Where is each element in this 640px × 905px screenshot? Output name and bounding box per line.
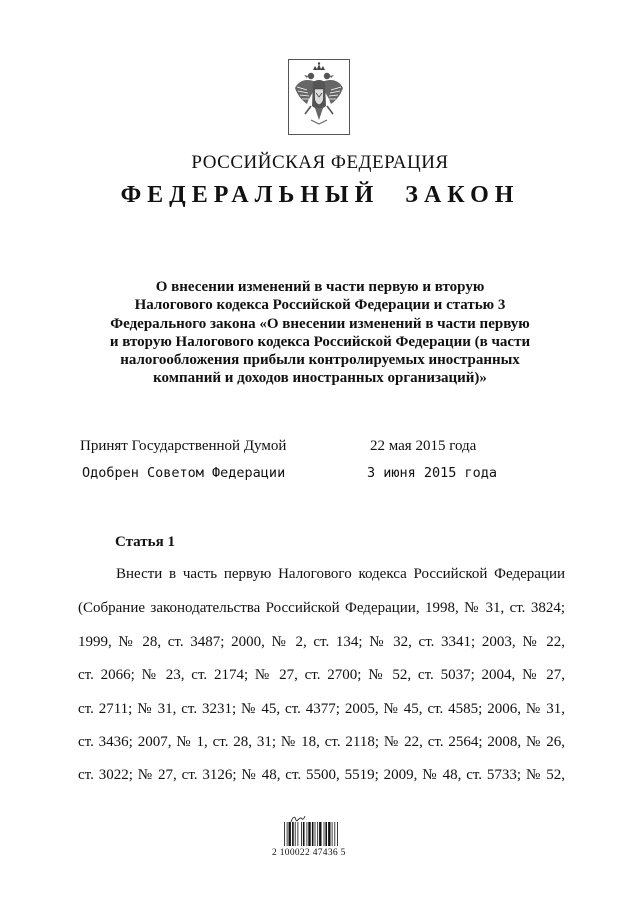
- law-title: [90, 278, 550, 388]
- barcode-bar: [284, 822, 285, 846]
- council-date: 3 июня 2015 года: [367, 465, 498, 481]
- barcode-bar: [301, 822, 302, 846]
- barcode-icon: [283, 822, 355, 846]
- law-title-line: и вторую Налогового кодекса Российской Федерации (в части: [109, 333, 531, 350]
- barcode-bar: [298, 822, 299, 846]
- duma-date: 22 мая 2015 года: [370, 438, 477, 454]
- law-title-line: Федерального закона «О внесении изменений в части первую: [110, 315, 530, 332]
- article-text-line: ст. 2066; № 23, ст. 2174; № 27, ст. 2700; № 52, ст. 5037; 2004, № 27,: [78, 667, 565, 683]
- article-text-line: 1999, № 28, ст. 3487; 2000, № 2, ст. 134; № 32, ст. 3341; 2003, № 22,: [78, 634, 565, 650]
- barcode-bar: [315, 822, 316, 846]
- barcode-bar: [337, 822, 338, 846]
- barcode-bar: [289, 822, 291, 846]
- barcode-bar: [312, 822, 314, 846]
- barcode-bar: [308, 822, 310, 846]
- article-text-line: Внести в часть первую Налогового кодекса Российской Федерации: [116, 566, 565, 582]
- law-title-line: компаний и доходов иностранных организаций)»: [153, 370, 487, 387]
- article-text-line: ст. 3436; 2007, № 1, ст. 28, 31; № 18, ст. 2118; № 22, ст. 2564; 2008, № 26,: [78, 734, 565, 750]
- signature-mark-icon: [290, 811, 306, 821]
- article-heading: Статья 1: [115, 534, 175, 550]
- barcode-bar: [324, 822, 325, 846]
- article-text-line: ст. 3022; № 27, ст. 3126; № 48, ст. 5500, 5519; 2009, № 48, ст. 5733; № 52,: [78, 767, 565, 783]
- council-label: Одобрен Советом Федерации: [82, 465, 286, 481]
- article-text-line: (Собрание законодательства Российской Федерации, 1998, № 31, ст. 3824;: [78, 600, 565, 616]
- barcode-bar: [307, 822, 308, 846]
- country-name: РОССИЙСКАЯ ФЕДЕРАЦИЯ: [191, 152, 449, 173]
- law-title-line: налогообложения прибыли контролируемых иностранных: [120, 352, 520, 369]
- law-title-line: Налогового кодекса Российской Федерации и статью 3: [134, 297, 506, 314]
- barcode-bar: [325, 822, 327, 846]
- barcode-bar: [319, 822, 321, 846]
- article-text-line: ст. 2711; № 31, ст. 3231; № 45, ст. 4377; 2005, № 45, ст. 4585; 2006, № 31,: [78, 701, 565, 717]
- duma-label: Принят Государственной Думой: [80, 438, 287, 454]
- barcode-bar: [334, 822, 335, 846]
- barcode-bar: [317, 822, 318, 846]
- barcode-bar: [287, 822, 288, 846]
- barcode-bar: [332, 822, 333, 846]
- barcode-bar: [295, 822, 296, 846]
- law-title-line: О внесении изменений в части первую и вторую: [155, 279, 485, 295]
- coat-of-arms-icon: [288, 59, 350, 135]
- barcode-bar: [303, 822, 305, 846]
- barcode-bar: [328, 822, 330, 846]
- barcode-bar: [292, 822, 294, 846]
- law-type-heading: ФЕДЕРАЛЬНЫЙ ЗАКОН: [120, 182, 520, 208]
- barcode-number: 2 100022 47436 5: [272, 848, 346, 858]
